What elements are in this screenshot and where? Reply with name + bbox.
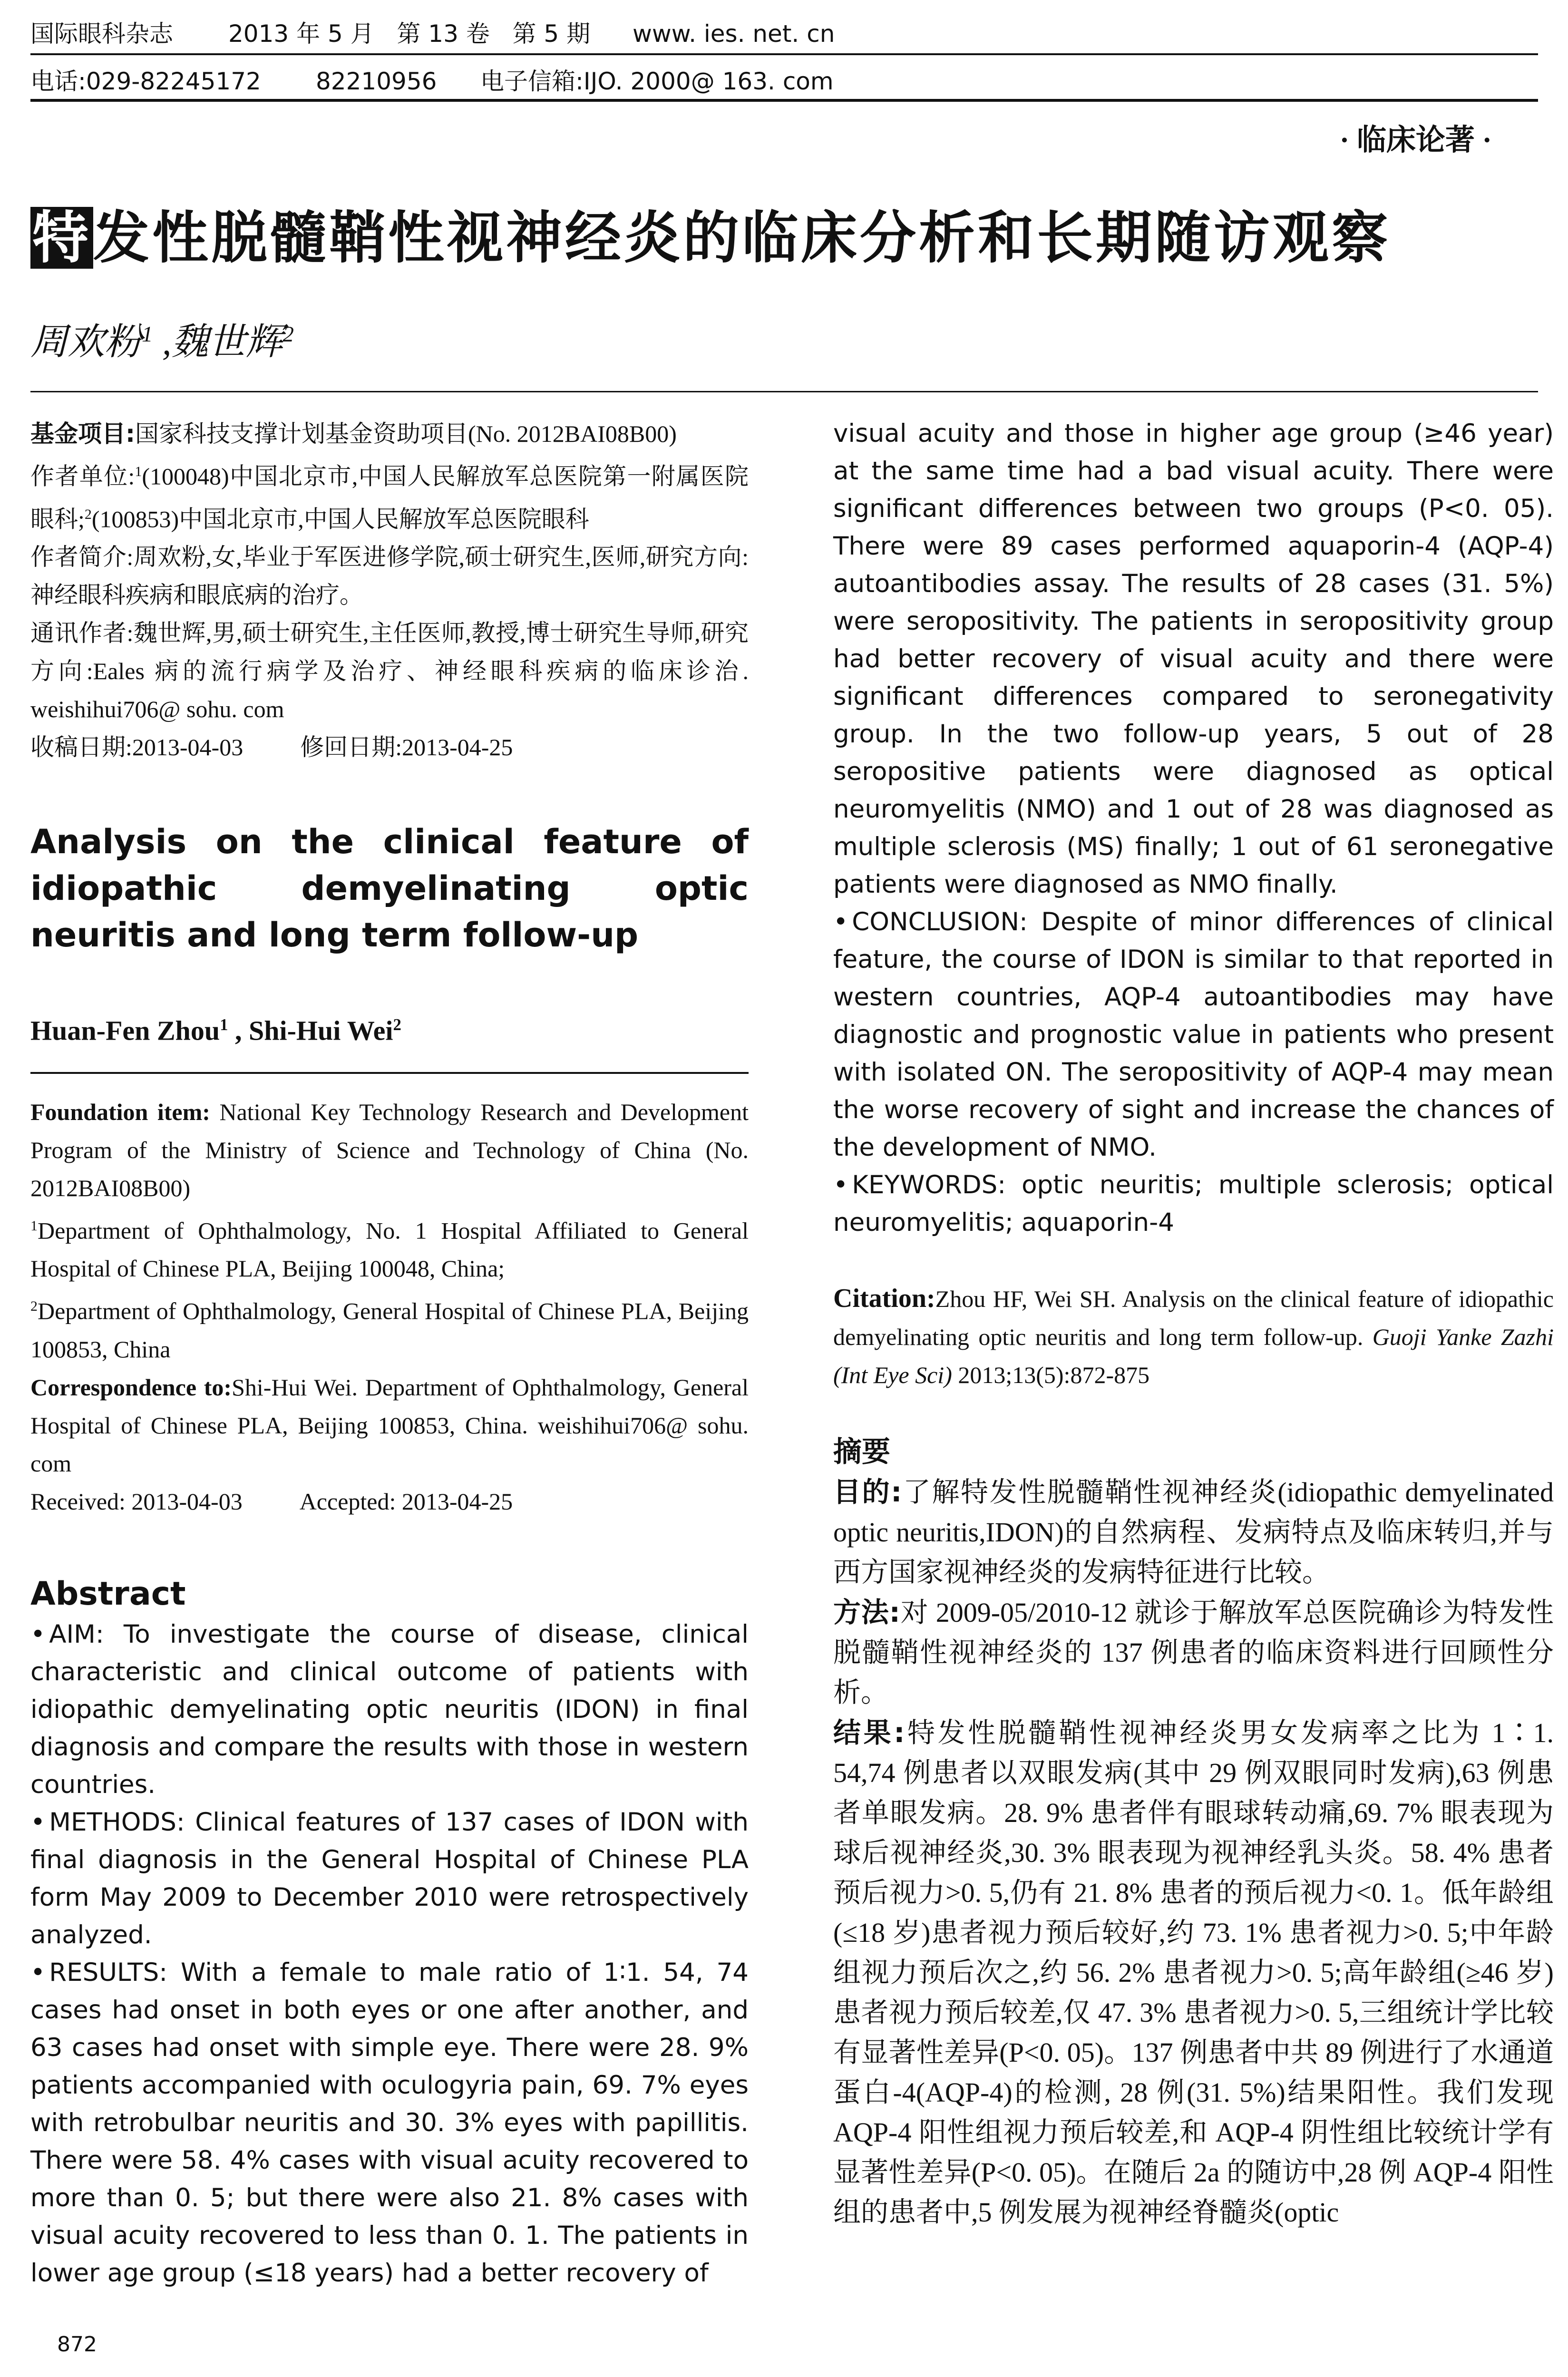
- results-cn: [833, 1713, 1554, 2232]
- journal-name: 国际眼科杂志: [30, 20, 173, 48]
- header-divider-top: [30, 53, 1538, 55]
- affil-label: 作者单位:: [30, 463, 135, 490]
- website[interactable]: www. ies. net. cn: [633, 20, 835, 48]
- author-1-en: Huan-Fen Zhou: [30, 1015, 220, 1046]
- author-en-separator: ,: [228, 1015, 249, 1046]
- results-text-cn: 特发性脱髓鞘性视神经炎男女发病率之比为 1∶1. 54,74 例患者以双眼发病(其中 29 例双眼同时发病),63 例患者单眼发病。28. 9% 患者伴有眼球转动痛,69. 7% 眼表现为球后视神经炎,30. 3% 眼表现为视神经乳头炎。58. 4% 患者预后视力>0. 5,仍有 21. 8% 患者的预后视力<0. 1。低年龄组(≤18 岁)患者视力预后较好,约 73. 1% 患者视力>0. 5;中年龄组视力预后次之,约 56. 2% 患者视力>0. 5;高年龄组(≥46 岁)患者视力预后较差,仅 47. 3% 患者视力>0. 5,三组统计学比较有显著性差异(P<0. 05)。137 例患者中共 89 例进行了水通道蛋白-4(AQP-4)的检测, 28 例(31. 5%)结果阳性。我们发现 AQP-4 阳性组视力预后较差,和 AQP-4 阴性组比较统计学有显著性差异(P<0. 05)。在随后 2a 的随访中,28 例 AQP-4 阳性组的患者中,5 例发展为视神经脊髓炎(optic: [833, 1717, 1554, 2228]
- author-2-sup: 2: [282, 322, 294, 347]
- corr-cn: [30, 614, 749, 728]
- conclusion-en: [833, 903, 1554, 1166]
- affil-en-2-text: Department of Ophthalmology, General Hospital of Chinese PLA, Beijing 100853, China: [30, 1297, 749, 1363]
- bio-cn: [30, 538, 749, 614]
- header-divider-bottom: [30, 99, 1538, 102]
- dates-cn: [30, 728, 749, 766]
- right-column: [833, 415, 1554, 2232]
- author-separator: ,: [153, 321, 172, 362]
- page-number: 872: [57, 2332, 97, 2357]
- title-divider: [30, 391, 1538, 392]
- keywords-en: [833, 1166, 1554, 1241]
- results-label-en: RESULTS:: [49, 1958, 168, 1987]
- meta-cn: [30, 415, 749, 766]
- title-cn: [30, 200, 1391, 276]
- author-2-en: Shi-Hui Wei: [248, 1015, 393, 1046]
- foundation-en: [30, 1093, 749, 1207]
- phone-2: 82210956: [316, 68, 437, 95]
- title-first-char: 特: [30, 207, 93, 269]
- aim-label-en: AIM:: [49, 1619, 104, 1649]
- authors-cn: [30, 308, 294, 368]
- keywords-text-en: optic neuritis; multiple sclerosis; optical neuromyelitis; aquaporin-4: [833, 1170, 1554, 1237]
- dates-en: [30, 1482, 749, 1520]
- affil-cn: 作者单位:$^1$(100048)中国北京市,中国人民解放军总医院第一附属医院眼科;$^2$(100853)中国北京市,中国人民解放军总医院眼科: [30, 463, 749, 533]
- aim-en: [30, 1616, 749, 1803]
- abstract-en-right: [833, 415, 1554, 1241]
- aim-text-en: To investigate the course of disease, clinical characteristic and clinical outcome of patients with idiopathic demyelinating optic neuritis (IDON) in final diagnosis and compare the results with those in western countries.: [30, 1619, 749, 1799]
- aim-cn: [833, 1472, 1554, 1592]
- fund-text: 国家科技支撑计划基金资助项目(No. 2012BAI08B00): [135, 420, 677, 447]
- methods-text-en: Clinical features of 137 cases of IDON with final diagnosis in the General Hospital of Chinese PLA form May 2009 to December 2010 were retrospectively analyzed.: [30, 1807, 749, 1949]
- citation: [833, 1279, 1554, 1394]
- meta-en: [30, 1093, 749, 1520]
- citation-journal: Guoji Yanke Zazhi (Int Eye Sci): [833, 1324, 1554, 1388]
- issue-info: 2013 年 5 月 第 13 卷 第 5 期: [228, 20, 591, 48]
- corr-en: [30, 1368, 749, 1482]
- methods-label-en: METHODS:: [49, 1807, 185, 1837]
- methods-text-cn: 对 2009-05/2010-12 就诊于解放军总医院确诊为特发性脱髓鞘性视神经炎的 137 例患者的临床资料进行回顾性分析。: [833, 1597, 1554, 1708]
- foundation-text: National Key Technology Research and Development Program of the Ministry of Science and Technology of China (No. 2012BAI08B00): [30, 1098, 749, 1201]
- revised-cn: 修回日期:2013-04-25: [300, 734, 513, 761]
- author-1-sup: 1: [142, 322, 153, 347]
- affil-en-1-text: Department of Ophthalmology, No. 1 Hospital Affiliated to General Hospital of Chinese PLA, Beijing 100048, China;: [30, 1217, 749, 1282]
- conclusion-text-en: Despite of minor differences of clinical feature, the course of IDON is similar to that reported in western countries, AQP-4 autoantibodies may have diagnostic and prognostic value in patients who present with isolated ON. The seropositivity of AQP-4 may mean the worse recovery of sight and increase the chances of the development of NMO.: [833, 907, 1554, 1162]
- results-text-en: With a female to male ratio of 1∶1. 54, 74 cases had onset in both eyes or one after another, and 63 cases had onset with simple eye. There were 28. 9% patients accompanied with oculogyria pain, 69. 7% eyes with retrobulbar neuritis and 30. 3% eyes with papillitis. There were 58. 4% cases with visual acuity recovered to more than 0. 5; but there were also 21. 8% cases with visual acuity recovered to less than 0. 1. The patients in lower age group (≤18 years) had a better recovery of: [30, 1958, 749, 2288]
- results-en: [30, 1954, 749, 2292]
- phone: 电话:029-82245172: [30, 68, 261, 95]
- email[interactable]: 电子信箱:IJO. 2000@ 163. com: [480, 68, 834, 95]
- corr-en-text: Shi-Hui Wei. Department of Ophthalmology, General Hospital of Chinese PLA, Beijing 100853, China. weishihui706@ sohu. com: [30, 1374, 749, 1477]
- authors-en-divider: [30, 1072, 749, 1074]
- abstract-heading-cn: 摘要: [833, 1435, 890, 1469]
- received-cn: 收稿日期:2013-04-03: [30, 734, 243, 761]
- aim-label-cn: 目的:: [833, 1476, 902, 1508]
- keywords-label-en: KEYWORDS:: [852, 1170, 1006, 1199]
- methods-cn: [833, 1592, 1554, 1713]
- title-en: Analysis on the clinical feature of idiopathic demyelinating optic neuritis and long term follow-up: [30, 822, 749, 955]
- left-column: [30, 415, 749, 2292]
- title-rest: 发性脱髓鞘性视神经炎的临床分析和长期随访观察: [93, 205, 1391, 271]
- affil-text-1: (100048)中国北京市,中国人民解放军总医院第一附属医院眼科;: [30, 463, 749, 533]
- corr-en-label: Correspondence to:: [30, 1374, 232, 1401]
- abstract-heading-en: Abstract: [30, 1575, 186, 1613]
- fund-cn: [30, 415, 749, 453]
- aim-text-cn: 了解特发性脱髓鞘性视神经炎(idiopathic demyelinated optic neuritis,IDON)的自然病程、发病特点及临床转归,并与西方国家视神经炎的发病特征进行比较。: [833, 1477, 1554, 1588]
- results-label-cn: 结果:: [833, 1716, 905, 1749]
- bio-label: 作者简介:: [30, 544, 134, 571]
- foundation-label: Foundation item:: [30, 1098, 210, 1125]
- citation-label: Citation:: [833, 1284, 935, 1313]
- conclusion-label-en: CONCLUSION:: [852, 907, 1028, 936]
- affil-en-2: $^2$Department of Ophthalmology, General Hospital of Chinese PLA, Beijing 100853, China: [30, 1297, 749, 1363]
- bio-text: 周欢粉,女,毕业于军医进修学院,硕士研究生,医师,研究方向:神经眼科疾病和眼底病的治疗。: [30, 544, 749, 609]
- section-label: · 临床论著 ·: [1339, 124, 1492, 156]
- accepted-en: Accepted: 2013-04-25: [299, 1488, 513, 1515]
- affil-en-1: $^1$Department of Ophthalmology, No. 1 Hospital Affiliated to General Hospital of Chinese PLA, Beijing 100048, China;: [30, 1217, 749, 1282]
- author-2-cn: 魏世辉: [171, 321, 283, 362]
- abstract-cn: [833, 1472, 1554, 2232]
- methods-en: [30, 1803, 749, 1954]
- results-en-cont: visual acuity and those in higher age group (≥46 year) at the same time had a bad visual acuity. There were significant differences between two groups (P<0. 05). There were 89 cases performed aquaporin-4 (AQP-4) autoantibodies assay. The results of 28 cases (31. 5%) were seropositivity. The patients in seropositivity group had better recovery of visual acuity and there were significant differences compared to seronegativity group. In the two follow-up years, 5 out of 28 seropositive patients were diagnosed as optical neuromyelitis (NMO) and 1 out of 28 was diagnosed as multiple sclerosis (MS) finally; 1 out of 61 seronegative patients were diagnosed as NMO finally.: [833, 419, 1554, 899]
- authors-en: [30, 1006, 749, 1050]
- fund-label: 基金项目:: [30, 420, 135, 448]
- methods-label-cn: 方法:: [833, 1596, 900, 1628]
- citation-ref: 2013;13(5):872-875: [952, 1362, 1150, 1388]
- corr-label: 通讯作者:: [30, 620, 134, 647]
- citation-text: Zhou HF, Wei SH. Analysis on the clinical feature of idiopathic demyelinating optic neuritis and long term follow-up.: [833, 1286, 1554, 1350]
- abstract-en-left: [30, 1616, 749, 2292]
- corr-text: 魏世辉,男,硕士研究生,主任医师,教授,博士研究生导师,研究方向:Eales 病的流行病学及治疗、神经眼科疾病的临床诊治. weishihui706@ sohu. com: [30, 620, 749, 723]
- author-1-cn: 周欢粉: [30, 321, 142, 362]
- author-1-en-sup: 1: [220, 1015, 228, 1034]
- author-2-en-sup: 2: [393, 1015, 401, 1034]
- affil-text-2: (100853)中国北京市,中国人民解放军总医院眼科: [91, 506, 589, 533]
- received-en: Received: 2013-04-03: [30, 1488, 243, 1515]
